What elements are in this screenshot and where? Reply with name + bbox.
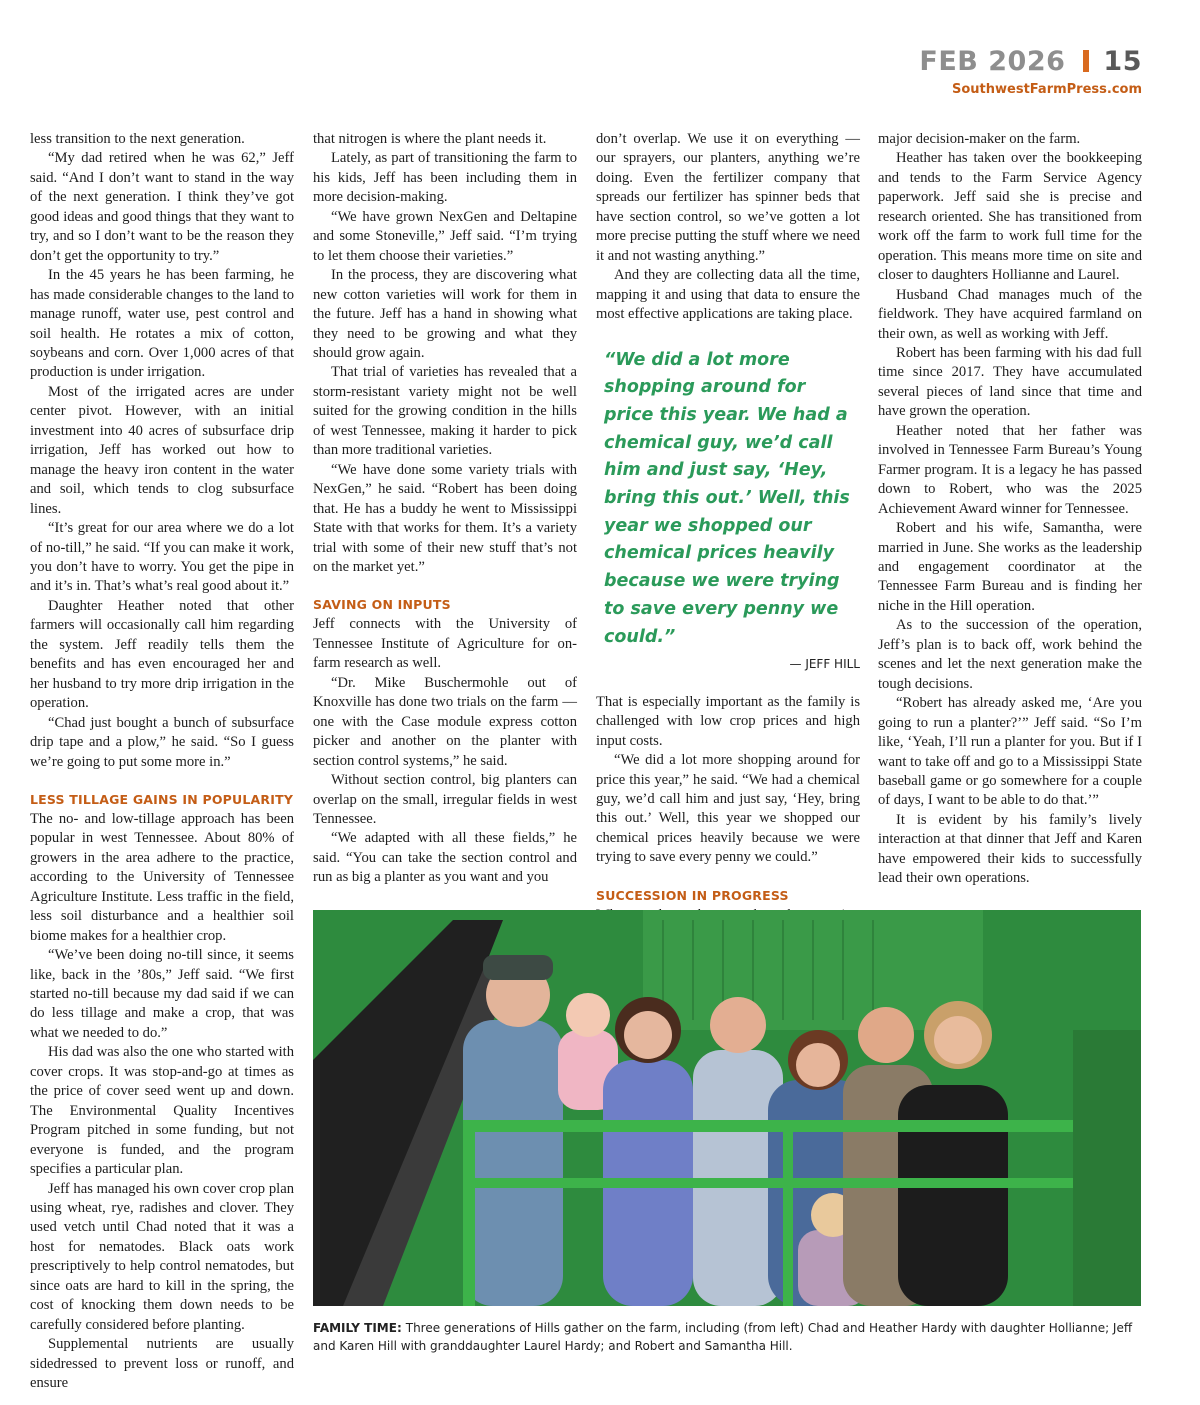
paragraph: Heather noted that her father was involved in Tennessee Farm Bureau’s Young Farmer program. It is a legacy he has passed down to Robert, who was the 2025 Achievement Award winner for Tennessee. — [878, 422, 1142, 517]
paragraph: Without section control, big planters can overlap on the small, irregular fields in west Tennessee. — [313, 772, 577, 827]
article-column-2 — [313, 130, 577, 888]
family-photo — [313, 910, 1141, 1306]
paragraph: In the 45 years he has been farming, he has made considerable changes to the land to manage runoff, water use, pest control and soil health. He rotates a mix of cotton, soybeans and corn. Over 1,000 acres of that production is under irrigation. — [30, 267, 294, 381]
paragraph: “We have done some variety trials with NexGen,” he said. “Robert has been doing that. He has a buddy he went to Mississippi State with that works for them. It’s a variety trial with some of their new stuff that’s not on the market yet.” — [313, 461, 577, 575]
person-chad — [463, 1020, 563, 1306]
paragraph: His dad was also the one who started with cover crops. It was stop-and-go at times as the price of cover seed went up and down. The Environmental Quality Incentives Program pitched in some funding, but not everyone is funded, and the program specifies a particular plan. — [30, 1044, 294, 1178]
caption-text: Three generations of Hills gather on the farm, including (from left) Chad and Heather Hardy with daughter Hollianne; Jeff and Karen Hill with granddaughter Laurel Hardy; and Robert and Samantha Hill. — [313, 1321, 1133, 1353]
article-column-4 — [878, 130, 1142, 889]
folio-line — [919, 46, 1142, 78]
paragraph: “We’ve been doing no-till since, it seems like, back in the ’80s,” Jeff said. “We first started no-till because my dad said if we can do less tillage and make a crop, that was what we needed to do.” — [30, 947, 294, 1041]
issue-date: FEB 2026 — [919, 46, 1066, 77]
paragraph: The no- and low-tillage approach has been popular in west Tennessee. About 80% of growers in the area adhere to the practice, according to the University of Tennessee Agriculture Institute. Less traffic in the field, less soil disturbance and a healthier soil biome makes for a healthier crop. — [30, 810, 294, 944]
paragraph: That is especially important as the family is challenged with low crop prices and high input costs. — [596, 693, 860, 749]
paragraph: “We did a lot more shopping around for price this year,” he said. “We had a chemical guy, we’d call him and just say, ‘Hey, bring this out.’ Well, this year we shopped our chemical prices heavily because we were trying to save every penny we could.” — [596, 752, 860, 866]
pull-quote — [604, 347, 860, 675]
section-heading: SUCCESSION IN PROGRESS — [596, 887, 789, 903]
paragraph: that nitrogen is where the plant needs it. — [313, 131, 547, 147]
paragraph: It is evident by his family’s lively interaction at that dinner that Jeff and Karen have empowered their kids to successfully lead their own operations. — [878, 811, 1142, 887]
page-number: 15 — [1103, 46, 1142, 77]
paragraph: Jeff connects with the University of Tennessee Institute of Agriculture for on-farm research as well. — [313, 616, 577, 672]
article-column-1 — [30, 130, 294, 1394]
paragraph: “We adapted with all these fields,” he said. “You can take the section control and run as big a planter as you want and you — [313, 830, 577, 886]
paragraph: less transition to the next generation. — [30, 131, 245, 147]
folio-divider — [1083, 50, 1089, 72]
paragraph: major decision-maker on the farm. — [878, 131, 1081, 147]
page-folio — [919, 46, 1142, 97]
paragraph: Daughter Heather noted that other farmers will occasionally call him regarding the system. Jeff readily tells them the benefits and has even encouraged her and her husband to try more drip irrigation in the operation. — [30, 597, 294, 712]
paragraph: As to the succession of the operation, Jeff’s plan is to back off, work behind the scenes and let the next generation make the tough decisions. — [878, 617, 1142, 692]
paragraph: Most of the irrigated acres are under center pivot. However, with an initial investment into 40 acres of subsurface drip irrigation, Jeff has worked out how to manage the heavy iron content in the water and soil, which tends to clog subsurface lines. — [30, 383, 294, 517]
paragraph: Heather has taken over the bookkeeping and tends to the Farm Service Agency paperwork. Jeff said she is precise and research oriented. She has transitioned from work off the farm to work full time for the operation. This means more time on site and closer to daughters Hollianne and Laurel. — [878, 150, 1142, 284]
pull-quote-attribution: — JEFF HILL — [789, 657, 860, 672]
paragraph: “We have grown NexGen and Deltapine and some Stoneville,” Jeff said. “I’m trying to let them choose their varieties.” — [313, 208, 577, 264]
paragraph: Robert and his wife, Samantha, were married in June. She works as the leadership and engagement coordinator at the Tennessee Farm Bureau and is finding her niche in the Hill operation. — [878, 520, 1142, 614]
paragraph: That trial of varieties has revealed that a storm-resistant variety might not be well suited for the growing condition in the hills of west Tennessee, making it harder to pick than more traditional varieties. — [313, 364, 577, 459]
family-photo-illustration — [313, 910, 1141, 1306]
website-link[interactable]: SouthwestFarmPress.com — [952, 82, 1142, 97]
person-samantha — [898, 1085, 1008, 1306]
article-column-3 — [596, 130, 860, 964]
paragraph: Supplemental nutrients are usually sidedressed to prevent loss or runoff, and ensure — [30, 1336, 294, 1392]
paragraph: “It’s great for our area where we do a lot of no-till,” he said. “If you can make it work, you don’t have to worry. You get the pipe in and it’s in. That’s what’s real good about it.” — [30, 520, 294, 595]
cap — [483, 955, 553, 980]
machine-side — [1073, 1030, 1141, 1306]
paragraph: “Robert has already asked me, ‘Are you going to run a planter?’” Jeff said. “So I’m like, ‘Yeah, I’ll run a planter for you. But if I want to take off and go to a Mississippi State baseball game or go somewhere for a couple of days, I want to be able to do that.’” — [878, 695, 1142, 809]
pull-quote-text: “We did a lot more shopping around for price this year. We had a chemical guy, we’d call him and just say, ‘Hey, bring this out.’ Well, this year we shopped our chemical prices heavily because we were trying to save every penny we could.” — [604, 349, 850, 647]
paragraph: Jeff has managed his own cover crop plan using wheat, rye, radishes and clover. They used vetch until Chad noted that it was a host for nematodes. Black oats work prescriptively to help control nematodes, but since oats are hard to kill in the spring, the cost of knocking them down needs to be carefully considered before planting. — [30, 1180, 294, 1333]
paragraph: Lately, as part of transitioning the farm to his kids, Jeff has been including them in more decision-making. — [313, 150, 577, 206]
paragraph: And they are collecting data all the time, mapping it and using that data to ensure the most effective applications are taking place. — [596, 267, 860, 323]
paragraph: “Dr. Mike Buschermohle out of Knoxville has done two trials on the farm — one with the Case module express cotton picker and another on the planter with section control systems,” he said. — [313, 674, 577, 769]
paragraph: Robert has been farming with his dad full time since 2017. They have accumulated several pieces of land since that time and have grown the operation. — [878, 344, 1142, 420]
paragraph: don’t overlap. We use it on everything — our sprayers, our planters, anything we’re doing. Even the fertilizer company that spreads our fertilizer has spinner beds that have section control, so we’ve gotten a lot more precise putting the stuff where we need it and not wasting anything.” — [596, 131, 860, 264]
paragraph: “My dad retired when he was 62,” Jeff said. “And I don’t want to stand in the way of the next generation. I think they’ve got good ideas and good things that they want to try, and so I don’t want to be the reason they don’t get the opportunity to try.” — [30, 150, 294, 264]
photo-caption — [313, 1319, 1141, 1355]
section-heading: SAVING ON INPUTS — [313, 597, 451, 613]
caption-lead: FAMILY TIME: — [313, 1321, 402, 1335]
paragraph: Husband Chad manages much of the fieldwork. They have acquired farmland on their own, as well as working with Jeff. — [878, 286, 1142, 342]
section-heading: LESS TILLAGE GAINS IN POPULARITY — [30, 791, 294, 807]
paragraph: In the process, they are discovering what new cotton varieties will work for them in the future. Jeff has a hand in showing what they need to be growing and what they should grow again. — [313, 267, 577, 361]
paragraph: “Chad just bought a bunch of subsurface drip tape and a plow,” he said. “So I guess we’re going to put some more in.” — [30, 714, 294, 770]
